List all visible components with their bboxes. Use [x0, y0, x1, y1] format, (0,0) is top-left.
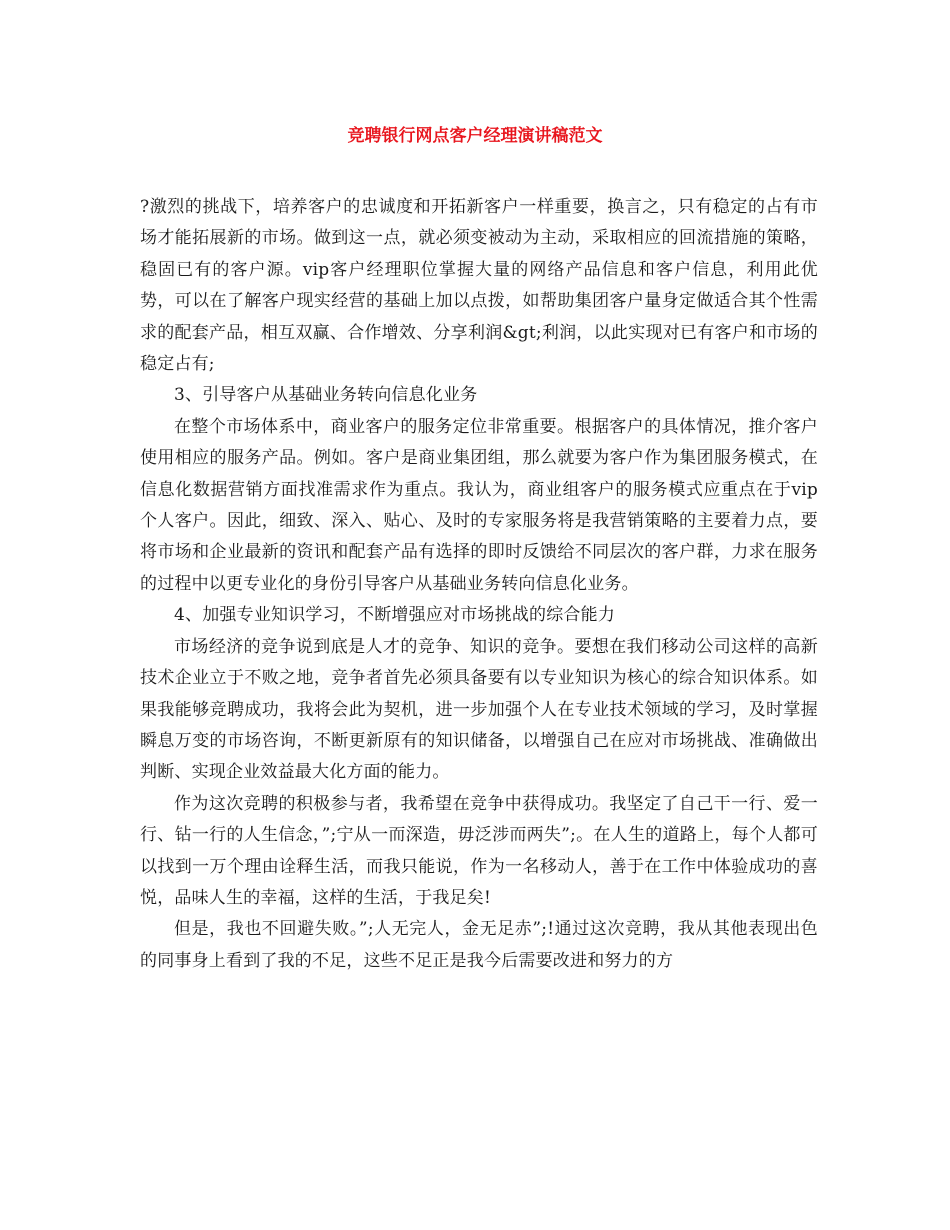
document-body: [140, 192, 818, 977]
document-title: 竞聘银行网点客户经理演讲稿范文: [347, 126, 603, 146]
section-heading-3: 3、引导客户从基础业务转向信息化业务: [174, 385, 478, 406]
paragraph-3: 市场经济的竞争说到底是人才的竞争、知识的竞争。要想在我们移动公司这样的高新技术企业立于不败之地，竞争者首先必须具备要有以专业知识为核心的综合知识体系。如果我能够竞聘成功，我将会此为契机，进一步加强个人在专业技术领域的学习，及时掌握瞬息万变的市场咨询，不断更新原有的知识储备，以增强自己在应对市场挑战、准确做出判断、实现企业效益最大化方面的能力。: [140, 636, 818, 783]
paragraph-2: 在整个市场体系中，商业客户的服务定位非常重要。根据客户的具体情况，推介客户使用相应的服务产品。例如。客户是商业集团组，那么就要为客户作为集团服务模式，在信息化数据营销方面找准需求作为重点。我认为，商业组客户的服务模式应重点在于vip个人客户。因此，细致、深入、贴心、及时的专家服务将是我营销策略的主要着力点，要将市场和企业最新的资讯和配套产品有选择的即时反馈给不同层次的客户群，力求在服务的过程中以更专业化的身份引导客户从基础业务转向信息化业务。: [140, 416, 818, 594]
paragraph-1: ?激烈的挑战下，培养客户的忠诚度和开拓新客户一样重要，换言之，只有稳定的占有市场才能拓展新的市场。做到这一点，就必须变被动为主动，采取相应的回流措施的策略，稳固已有的客户源。vip客户经理职位掌握大量的网络产品信息和客户信息，利用此优势，可以在了解客户现实经营的基础上加以点拨，如帮助集团客户量身定做适合其个性需求的配套产品，相互双赢、合作增效、分享利润&gt;利润，以此实现对已有客户和市场的稳定占有;: [140, 197, 818, 375]
section-heading-4: 4、加强专业知识学习，不断增强应对市场挑战的综合能力: [174, 605, 616, 626]
paragraph-4: 作为这次竞聘的积极参与者，我希望在竞争中获得成功。我坚定了自己干一行、爱一行、钻一行的人生信念，”;宁从一而深造，毋泛涉而两失”;。在人生的道路上，每个人都可以找到一万个理由诠释生活，而我只能说，作为一名移动人，善于在工作中体验成功的喜悦，品味人生的幸福，这样的生活，于我足矣!: [140, 793, 818, 908]
paragraph-5: 但是，我也不回避失败。”;人无完人，金无足赤”;!通过这次竞聘，我从其他表现出色的同事身上看到了我的不足，这些不足正是我今后需要改进和努力的方: [140, 919, 818, 971]
